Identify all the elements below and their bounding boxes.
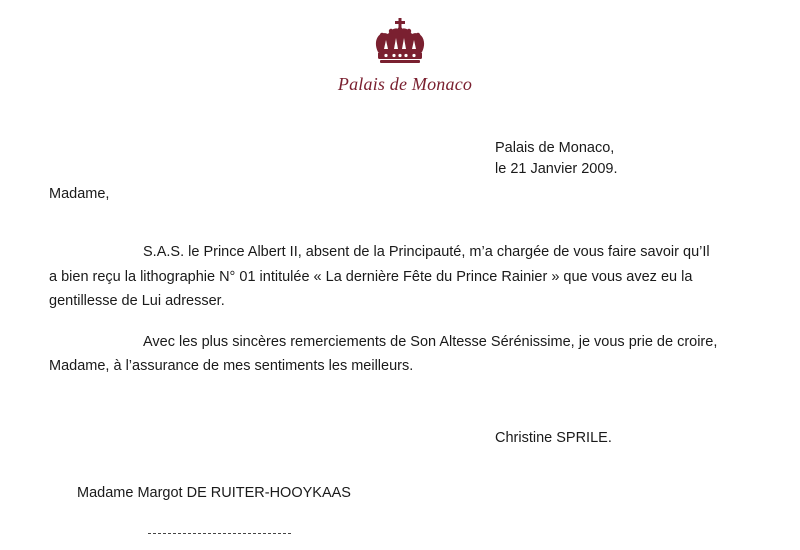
- paragraph-line: a bien reçu la lithographie N° 01 intitulée « La dernière Fête du Prince Rainier » que vous avez eu la: [49, 269, 693, 285]
- paragraph-line: S.A.S. le Prince Albert II, absent de la Principauté, m’a chargée de vous faire savoir qu’Il: [143, 244, 710, 260]
- crown-emblem-icon: [370, 18, 430, 64]
- letter-salutation: Madame,: [49, 186, 110, 202]
- letterhead-title: Palais de Monaco: [337, 74, 473, 94]
- paragraph-line: Madame, à l’assurance de mes sentiments les meilleurs.: [49, 358, 414, 374]
- address-divider: [148, 533, 291, 534]
- paragraph-line: Avec les plus sincères remerciements de Son Altesse Sérénissime, je vous prie de croire,: [143, 334, 718, 350]
- recipient-address: Madame Margot DE RUITER-HOOYKAAS: [77, 485, 351, 501]
- letter-place: Palais de Monaco,: [495, 140, 615, 156]
- signature: Christine SPRILE.: [495, 430, 612, 446]
- paragraph-line: gentillesse de Lui adresser.: [49, 293, 225, 309]
- letter-date: le 21 Janvier 2009.: [495, 161, 618, 177]
